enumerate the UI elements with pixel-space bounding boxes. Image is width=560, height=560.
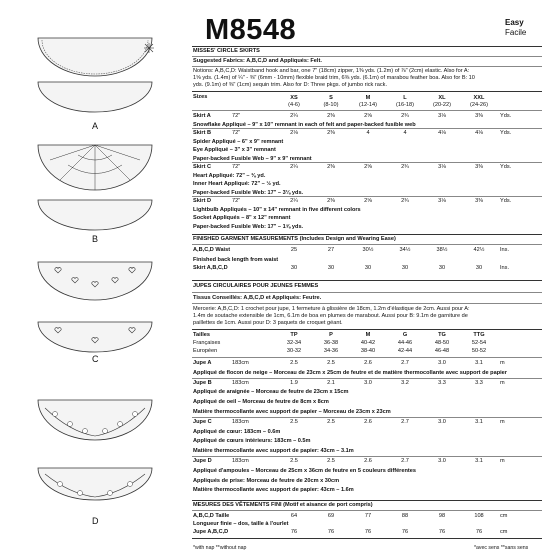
waist-value: 88: [401, 513, 409, 519]
size-1: S: [329, 95, 333, 101]
row-value: 2¾: [401, 164, 409, 170]
size-sub-5: (24-26): [469, 102, 489, 108]
row-value: 2⅝: [364, 164, 372, 170]
taille-5: TTG: [473, 332, 485, 338]
level-en: Easy: [505, 18, 524, 27]
english-back-length-sub: Skirt A,B,C,D: [193, 265, 228, 271]
footer-nap-note-fr: *avec sens **sans sens: [474, 545, 529, 551]
row-value: 2.5: [290, 418, 298, 425]
taille-3: G: [402, 332, 408, 338]
waist-value: 69: [327, 513, 335, 519]
row-value: 2⅝: [364, 198, 372, 204]
row-value: 3.1: [475, 360, 483, 366]
back-length-value: 76: [438, 529, 446, 535]
row-width: 183cm: [232, 360, 249, 366]
size-sub-4: (20-22): [432, 102, 452, 108]
row-width: 183cm: [232, 379, 249, 386]
row-label: Jupe C: [193, 418, 212, 425]
waist-value: 108: [474, 513, 484, 519]
row-note: Socket Appliqués – 8" x 12" remnant: [193, 215, 291, 221]
french-back-length-label: Longueur finie – dos, taille à l'ourlet: [193, 521, 289, 527]
row-note: Paper-backed Fusible Web – 9" x 9" remnant: [193, 155, 312, 162]
tissus-conseilles: Tissus Conseillés: A,B,C,D et Appliqués: Feutre.: [193, 295, 322, 301]
row-width: 72": [232, 164, 241, 170]
waist-value: 34½: [399, 247, 411, 253]
waist-value: 64: [290, 513, 298, 519]
waist-unit: Ins.: [500, 247, 510, 253]
row-note: Matière thermocollante avec support de papier: 43cm – 3.1m: [193, 448, 354, 455]
mercerie-line-3: paillettes de 1cm. Aussi pour D: 3 paquets de croquet géant.: [193, 320, 343, 326]
size-sub-1: (8-10): [323, 102, 339, 108]
row-value: 2¼: [290, 164, 298, 170]
pattern-number: M8548: [205, 14, 297, 46]
back-length-value: 30: [401, 265, 409, 271]
row-value: 3⅜: [475, 164, 483, 170]
francaise-4: 48-50: [434, 340, 450, 346]
row-unit: Yds.: [500, 198, 512, 204]
row-note: Appliqués de prise: Morceau de feutre de 20cm x 30cm: [193, 477, 340, 484]
row-value: 3.0: [438, 360, 446, 366]
row-value: 4: [403, 130, 407, 136]
row-unit: m: [500, 458, 505, 464]
row-note: Snowflake Appliqué – 9" x 10" remnant in each of felt and paper-backed fusible web: [193, 121, 416, 128]
row-value: 2.6: [364, 458, 372, 464]
row-note: Appliqué de flocon de neige – Morceau de 23cm x 25cm de feutre et de matière thermocollante avec support de papier: [193, 369, 507, 376]
row-note: Eye Appliqué – 3" x 3" remnant: [193, 147, 276, 153]
back-length-value: 30: [438, 265, 446, 271]
french-finished-title: MESURES DES VÊTEMENTS FINI (Motif et aisance de port compris): [193, 502, 373, 508]
back-length-value: 76: [290, 529, 298, 535]
back-length-value: 30: [475, 265, 483, 271]
row-value: 2⅜: [327, 164, 335, 170]
row-note: Lightbulb Appliqués – 10" x 14" remnant in five different colors: [193, 206, 361, 213]
row-value: 4: [366, 130, 370, 136]
row-label: Skirt D: [193, 198, 212, 204]
europeen-1: 34-36: [323, 348, 339, 354]
francaises-label: Françaises: [193, 340, 221, 346]
row-value: 2.6: [364, 360, 372, 366]
french-back-length-sub: Jupe A,B,C,D: [193, 529, 229, 535]
row-note: Appliqué de cœur: 183cm – 0.6m: [193, 428, 281, 435]
notions-line-3: yds. (9.1m) of ⅜" (1cm) sequin trim. Also for D: Three pkgs. of jumbo rick rack.: [193, 82, 387, 88]
french-waist-label: A,B,C,D Taille: [193, 513, 230, 519]
row-value: 3⅛: [438, 113, 446, 119]
taille-1: P: [329, 332, 333, 338]
europeen-0: 30-32: [286, 348, 302, 354]
row-value: 2¾: [401, 113, 409, 119]
back-length-value: 76: [475, 529, 483, 535]
row-value: 2¼: [290, 198, 298, 204]
row-value: 4⅛: [438, 130, 446, 136]
row-value: 2.7: [401, 458, 409, 464]
row-value: 1.9: [290, 379, 298, 386]
row-note: Appliqué de araignée – Morceau de feutre de 23cm x 15cm: [193, 389, 349, 396]
francaise-3: 44-46: [397, 340, 413, 346]
english-back-length-label: Finished back length from waist: [193, 257, 279, 263]
row-note: Appliqué de oeil – Morceau de feutre de 8cm x 8cm: [193, 399, 329, 406]
row-label: Jupe A: [193, 360, 212, 366]
row-value: 2.1: [327, 379, 335, 386]
snowflake-applique-icon: [144, 43, 154, 53]
francaise-0: 32-34: [286, 340, 302, 346]
view-label-c: C: [92, 354, 99, 364]
row-value: 2¾: [401, 198, 409, 204]
row-value: 3.2: [401, 379, 409, 386]
row-value: 2⅜: [327, 198, 335, 204]
row-unit: Yds.: [500, 113, 512, 119]
english-waist-label: A,B,C,D Waist: [193, 247, 231, 253]
view-label-b: B: [92, 234, 99, 244]
row-unit: Yds.: [500, 130, 512, 136]
row-unit: m: [500, 418, 505, 425]
row-value: 2.7: [401, 418, 409, 425]
row-width: 183cm: [232, 458, 249, 464]
row-note: Appliqué d'ampoules – Morceau de 25cm x 36cm de feutre en 5 couleurs différentes: [193, 467, 416, 474]
europeen-3: 42-44: [397, 348, 413, 354]
skirt-a-illustration: [38, 38, 154, 112]
waist-value: 38½: [436, 247, 448, 253]
row-label: Skirt B: [193, 130, 212, 136]
row-note: Appliqué de cœurs intérieurs: 183cm – 0.5m: [193, 438, 311, 445]
row-value: 2.5: [327, 360, 335, 366]
taille-0: TP: [290, 332, 298, 338]
europeen-5: 50-52: [471, 348, 487, 354]
row-value: 2.5: [290, 360, 298, 366]
french-title: JUPES CIRCULAIRES POUR JEUNES FEMMES: [193, 283, 319, 289]
mercerie-line-2: 1.4m de soutache extensible de 1cm, 6.1m de boa en plumes de marabout. Aussi pour B: 9.1m de garniture de: [193, 313, 468, 319]
size-5: XXL: [473, 95, 485, 101]
row-width: 183cm: [232, 418, 249, 425]
row-value: 2⅜: [327, 113, 335, 119]
row-width: 72": [232, 198, 241, 204]
tailles-label: Tailles: [193, 332, 210, 338]
waist-value: 25: [290, 247, 298, 253]
row-unit: m: [500, 360, 505, 366]
row-note: Inner Heart Appliqué: 72" – ½ yd.: [193, 181, 281, 187]
waist-value: 42½: [473, 247, 485, 253]
europeen-4: 46-48: [434, 348, 450, 354]
row-value: 3.0: [364, 379, 372, 386]
europeen-2: 38-40: [360, 348, 376, 354]
back-length-value: 76: [401, 529, 409, 535]
size-0: XS: [290, 95, 298, 101]
row-value: 3⅜: [475, 198, 483, 204]
row-value: 3.1: [475, 418, 483, 425]
skirt-b-illustration: [38, 145, 152, 230]
waist-value: 98: [438, 513, 446, 519]
row-label: Skirt C: [193, 164, 212, 170]
back-length-value: 30: [327, 265, 335, 271]
back-length-unit: cm: [500, 529, 508, 535]
row-note: Spider Appliqué – 6" x 9" remnant: [193, 138, 284, 145]
row-note: Heart Appliqué: 72" – ⅜ yd.: [193, 172, 266, 179]
size-sub-3: (16-18): [395, 102, 415, 108]
waist-value: 27: [327, 247, 335, 253]
mercerie-line-1: Mercerie: A,B,C,D: 1 crochet pour jupe, 1 fermeture à glissière de 18cm, 1.2m d'élastique de 2cm. Aussi pour A:: [193, 306, 470, 312]
footer-nap-note-en: *with nap **without nap: [193, 545, 247, 551]
row-value: 4⅛: [475, 130, 483, 136]
waist-unit: cm: [500, 513, 508, 519]
row-value: 2⅝: [364, 113, 372, 119]
skirt-c-illustration: [38, 262, 152, 352]
view-label-a: A: [92, 121, 99, 131]
row-note: Matière thermocollante avec support de papier – Morceau de 23cm x 23cm: [193, 409, 391, 415]
francaise-1: 36-38: [323, 340, 339, 346]
row-value: 2.5: [290, 458, 298, 464]
row-value: 2⅛: [290, 130, 298, 136]
notions-line-1: Notions: A,B,C,D: Waistband hook and bar, one 7" (18cm) zipper, 1⅜ yds. (1.2m) of ⅞" (2cm) elastic. Also for A:: [193, 68, 470, 74]
row-value: 3.0: [438, 458, 446, 464]
row-note: Paper-backed Fusible Web: 17" – 3⅛ yds.: [193, 189, 304, 196]
row-note: Paper-backed Fusible Web: 17" – 1⅝ yds.: [193, 223, 304, 230]
row-value: 3.1: [475, 458, 483, 464]
row-label: Jupe B: [193, 379, 212, 386]
row-label: Skirt A: [193, 113, 211, 119]
back-length-value: 30: [290, 265, 298, 271]
row-value: 2.6: [364, 418, 372, 425]
notions-line-2: 1⅝ yds. (1.4m) of ¼" - ⅜" (6mm - 10mm) flexible braid trim, 6⅜ yds. (6.1m) of marabou feather boa. Also for B: 10: [193, 75, 475, 81]
taille-4: TG: [438, 332, 446, 338]
row-value: 3⅛: [438, 198, 446, 204]
skirt-d-illustration: [38, 400, 152, 500]
row-value: 3.3: [475, 379, 483, 386]
francaise-5: 52-54: [471, 340, 487, 346]
row-width: 72": [232, 113, 241, 119]
english-title: MISSES' CIRCLE SKIRTS: [193, 48, 260, 54]
back-length-value: 76: [327, 529, 335, 535]
back-length-value: 30: [364, 265, 372, 271]
size-4: XL: [438, 95, 446, 101]
row-value: 2¼: [290, 113, 298, 119]
row-value: 3.3: [438, 379, 446, 386]
row-width: 72": [232, 130, 241, 136]
back-length-unit: Ins.: [500, 265, 510, 271]
row-value: 2.7: [401, 360, 409, 366]
row-value: 2.5: [327, 458, 335, 464]
size-sub-2: (12-14): [358, 102, 378, 108]
europeen-label: Européen: [193, 348, 218, 354]
row-unit: m: [500, 379, 505, 386]
size-2: M: [365, 95, 371, 101]
level-fr: Facile: [505, 28, 527, 37]
row-note: Matière thermocollante avec support de papier: 43cm – 1.6m: [193, 487, 354, 494]
row-value: 3⅜: [475, 113, 483, 119]
row-value: 3.0: [438, 418, 446, 425]
row-unit: Yds.: [500, 164, 512, 170]
row-value: 2⅜: [327, 130, 335, 136]
francaise-2: 40-42: [360, 340, 376, 346]
suggested-fabrics: Suggested Fabrics: A,B,C,D and Appliqués: Felt.: [193, 58, 322, 64]
view-label-d: D: [92, 516, 99, 526]
taille-2: M: [365, 332, 371, 338]
waist-value: 77: [364, 513, 372, 519]
waist-value: 30½: [362, 247, 374, 253]
row-value: 2.5: [327, 418, 335, 425]
row-value: 3⅛: [438, 164, 446, 170]
skirt-illustrations: [0, 0, 190, 560]
english-finished-title: FINISHED GARMENT MEASUREMENTS (Includes Design and Wearing Ease): [193, 236, 396, 242]
size-3: L: [403, 95, 407, 101]
row-label: Jupe D: [193, 458, 212, 464]
size-sub-0: (4-6): [288, 102, 300, 108]
sizes-label: Sizes: [193, 94, 208, 100]
back-length-value: 76: [364, 529, 372, 535]
